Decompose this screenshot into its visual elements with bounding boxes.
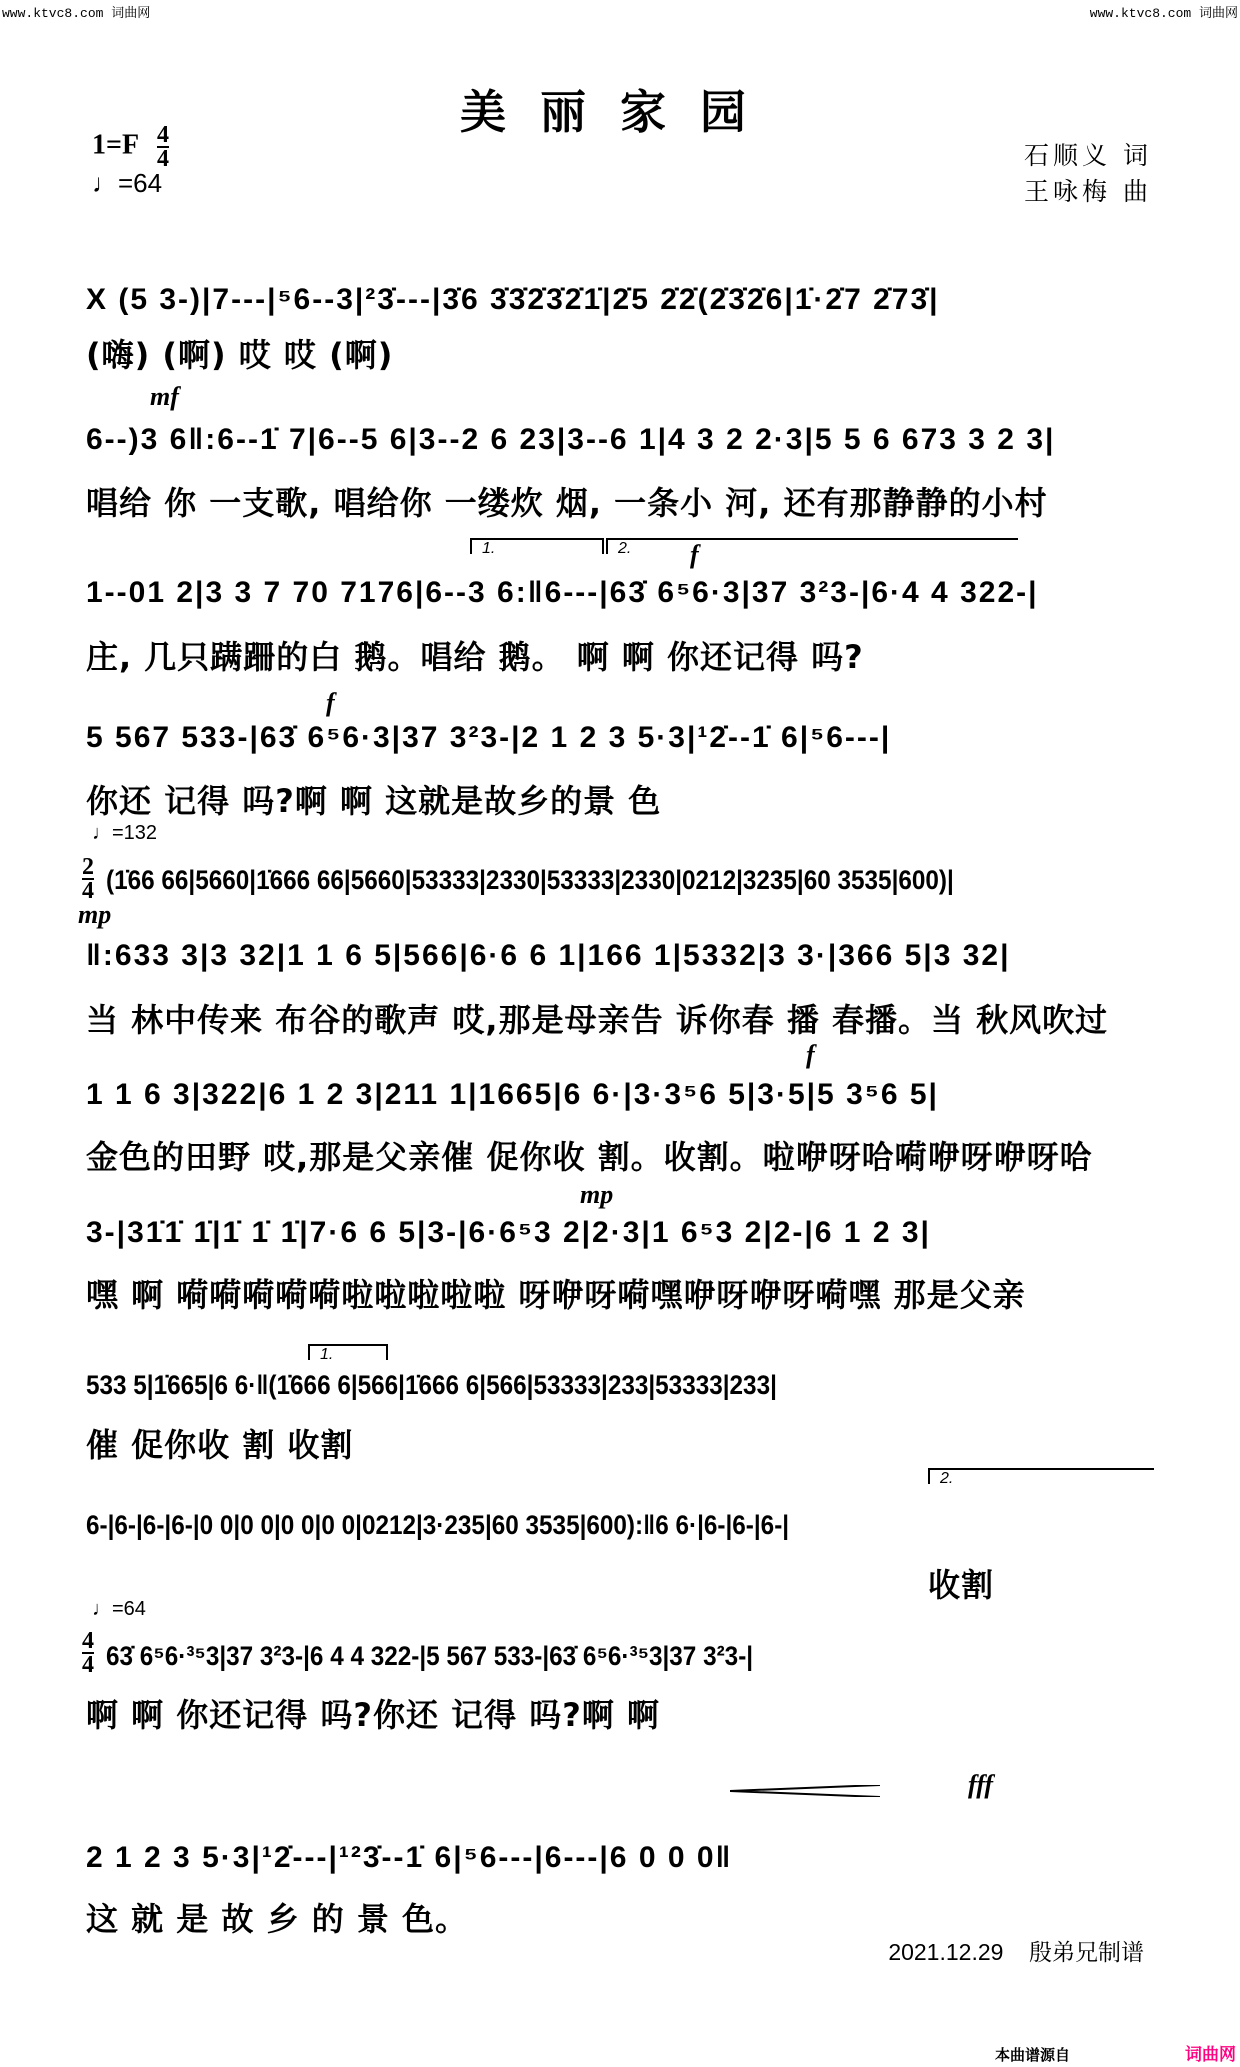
transcription-credit xyxy=(888,1934,1144,1967)
score-row-3-lyrics: 庄, 几只蹒跚的白 鹅。唱给 鹅。 啊 啊 你还记得 吗? xyxy=(86,638,864,676)
composer-credit: 王咏梅 曲 xyxy=(1024,177,1152,206)
dynamic-f: f xyxy=(690,540,699,569)
ts-bottom: 4 xyxy=(157,146,170,172)
transcriber-name: 殷弟兄制谱 xyxy=(1029,1939,1144,1965)
source-site-logo[interactable]: 词曲网 xyxy=(1185,2045,1236,2064)
watermark-right: www.ktvc8.com 词曲网 xyxy=(1089,6,1238,21)
score-row-1-lyrics: (嗨) (啊) 哎 哎 (啊) xyxy=(86,336,394,374)
score-row-1-notes: X (5 3-)|7---|⁵6--3|²3̇---|3̇6 3̇3̇2̇3̇2̇1̇|2̇5 2̇2̇(2̇3̇2̇6|1̇·2̇7 2̇73̇| xyxy=(86,283,940,316)
score-row-2-lyrics: 唱给 你 一支歌, 唱给你 一缕炊 烟, 一条小 河, 还有那静静的小村 xyxy=(86,484,1048,522)
score-row-9-notes: 533 5|1̇665|6 6·‖(1̇666 6|566|1̇666 6|566|53333|233|53333|233| xyxy=(86,1370,777,1400)
crescendo-hairpin xyxy=(730,1784,880,1796)
score-row-6-notes: ‖:633 3|3 32|1 1 6 5|566|6·6 6 1|166 1|5332|3 3·|366 5|3 32| xyxy=(86,939,1011,972)
dynamic-mp: mp xyxy=(580,1180,614,1209)
song-title: 美丽家园 xyxy=(460,85,780,139)
ts-top: 4 xyxy=(82,1628,94,1654)
tempo-marking: ♩=64 xyxy=(92,168,163,198)
ts-top: 2 xyxy=(82,854,94,880)
lyricist-credit: 石顺义 词 xyxy=(1024,141,1152,170)
ts-bottom: 4 xyxy=(82,878,94,904)
time-signature-2-4 xyxy=(82,856,94,902)
dynamic-f: f xyxy=(326,688,335,717)
volta-1: 1. xyxy=(470,538,604,554)
dynamic-mp: mp xyxy=(78,900,112,929)
volta-2: 2. xyxy=(606,538,1018,554)
score-row-8-lyrics: 嘿 啊 嗬嗬嗬嗬嗬啦啦啦啦啦 呀咿呀嗬嘿咿呀咿呀嗬嘿 那是父亲 xyxy=(86,1276,1026,1314)
score-row-11-lyrics: 啊 啊 你还记得 吗?你还 记得 吗?啊 啊 xyxy=(86,1696,660,1734)
volta-2: 2. xyxy=(928,1468,1154,1484)
transcription-date: 2021.12.29 xyxy=(888,1939,1004,1965)
key-signature xyxy=(92,124,169,170)
time-signature-4-4 xyxy=(82,1630,94,1676)
dynamic-f: f xyxy=(806,1040,815,1069)
ts-bottom: 4 xyxy=(82,1652,94,1678)
tempo-change-132: ♩=132 xyxy=(92,822,158,844)
score-row-8-notes: 3-|31̇1̇ 1̇|1̇ 1̇ 1̇|7·6 6 5|3-|6·6⁵3 2|2·3|1 6⁵3 2|2-|6 1 2 3| xyxy=(86,1216,931,1249)
source-label: 本曲谱源自 xyxy=(994,2047,1070,2064)
score-row-7-notes: 1 1 6 3|322|6 1 2 3|211 1|1665|6 6·|3·3⁵6 5|3·5|5 3⁵6 5| xyxy=(86,1078,939,1111)
ts-top: 4 xyxy=(157,122,170,148)
score-row-12-notes: 2 1 2 3 5·3|¹2̇---|¹²3̇--1̇ 6|⁵6---|6---|6 0 0 0‖ xyxy=(86,1841,733,1874)
watermark-left: www.ktvc8.com 词曲网 xyxy=(2,6,151,21)
score-row-10-notes: 6-|6-|6-|6-|0 0|0 0|0 0|0 0|0212|3·235|60 3535|600):‖6 6·|6-|6-|6-| xyxy=(86,1510,790,1540)
score-row-11-notes: 63̇ 6⁵6·³⁵3|37 3²3-|6 4 4 322-|5 567 533-|63̇ 6⁵6·³⁵3|37 3²3-| xyxy=(106,1641,754,1671)
score-row-4-lyrics: 你还 记得 吗?啊 啊 这就是故乡的景 色 xyxy=(86,782,662,820)
score-row-4-notes: 5 567 533-|63̇ 6⁵6·3|37 3²3-|2 1 2 3 5·3|¹2̇--1̇ 6|⁵6---| xyxy=(86,721,892,754)
score-row-7-lyrics: 金色的田野 哎,那是父亲催 促你收 割。收割。啦咿呀哈嗬咿呀咿呀哈 xyxy=(86,1138,1093,1176)
score-row-5-notes: (1̇66 66|5660|1̇666 66|5660|53333|2330|53333|2330|0212|3235|60 3535|600)| xyxy=(106,865,954,895)
dynamic-mf: mf xyxy=(150,382,179,411)
time-signature xyxy=(157,124,169,170)
score-row-10-lyrics: 收割 xyxy=(928,1566,995,1604)
volta-1: 1. xyxy=(308,1344,388,1360)
score-row-12-lyrics: 这 就 是 故 乡 的 景 色。 xyxy=(86,1900,468,1938)
score-row-2-notes: 6--)3 6‖:6--1̇ 7|6--5 6|3--2 6 23|3--6 1|4 3 2 2·3|5 5 6 673 3 2 3| xyxy=(86,423,1056,456)
score-row-6-lyrics: 当 林中传来 布谷的歌声 哎,那是母亲告 诉你春 播 春播。当 秋风吹过 xyxy=(86,1001,1109,1039)
score-row-9-lyrics: 催 促你收 割 收割 xyxy=(86,1426,354,1464)
score-row-3-notes: 1--01 2|3 3 7 70 7176|6--3 6:‖6---|63̇ 6⁵6·3|37 3²3-|6·4 4 322-| xyxy=(86,576,1039,609)
dynamic-fff: fff xyxy=(968,1770,994,1799)
key-label: 1=F xyxy=(92,129,139,161)
tempo-change-64: ♩=64 xyxy=(92,1598,146,1620)
